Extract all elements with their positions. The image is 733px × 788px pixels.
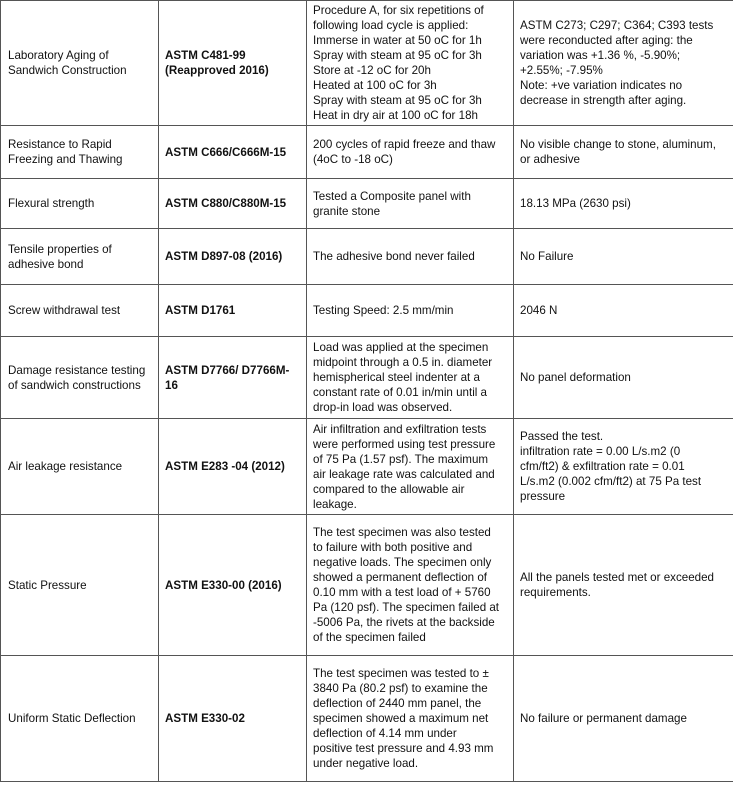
result-line: requirements. — [520, 586, 591, 599]
result-line: 18.13 MPa (2630 psi) — [520, 197, 631, 210]
table-row — [1, 179, 733, 229]
test-name-line: Laboratory Aging of — [8, 49, 109, 62]
table-row — [1, 656, 733, 782]
test-name-line: Tensile properties of — [8, 242, 112, 256]
result-line: infiltration rate = 0.00 L/s.m2 (0 — [520, 445, 681, 458]
test-name-cell — [1, 419, 159, 515]
standard-cell — [159, 1, 307, 126]
test-name-line: Sandwich Construction — [8, 64, 127, 77]
test-name-cell — [1, 179, 159, 229]
result-line: cfm/ft2) & exfiltration rate = 0.01 — [520, 460, 685, 473]
procedure-line: (4oC to -18 oC) — [313, 153, 393, 166]
test-name-cell — [1, 1, 159, 126]
result-cell — [514, 515, 733, 656]
result-line: Passed the test. — [520, 430, 604, 443]
procedure-line: -5006 Pa, the rivets at the backside — [313, 616, 495, 629]
table-row — [1, 229, 733, 285]
table-row — [1, 515, 733, 656]
result-cell — [514, 419, 733, 515]
procedure-line: Heat in dry air at 100 oC for 18h — [313, 109, 478, 122]
procedure-cell — [307, 179, 514, 229]
procedure-line: granite stone — [313, 204, 381, 218]
procedure-line: following load cycle is applied: — [313, 19, 469, 32]
result-line: All the panels tested met or exceeded — [520, 571, 714, 584]
standard-line: ASTM C880/C880M-15 — [165, 197, 287, 210]
procedure-line: air leakage rate was calculated and — [313, 467, 495, 481]
procedure-line: Air infiltration and exfiltration tests — [313, 422, 487, 436]
result-line: No Failure — [520, 250, 574, 263]
standard-line: ASTM E330-00 (2016) — [165, 578, 282, 592]
test-name-line: Freezing and Thawing — [8, 153, 123, 166]
procedure-line: Heated at 100 oC for 3h — [313, 79, 437, 92]
procedure-cell — [307, 337, 514, 419]
procedure-cell — [307, 419, 514, 515]
standard-line: ASTM C666/C666M-15 — [165, 145, 287, 159]
test-name-line: Screw withdrawal test — [8, 304, 121, 317]
result-cell — [514, 229, 733, 285]
result-line: or adhesive — [520, 153, 580, 166]
result-line: L/s.m2 (0.002 cfm/ft2) at 75 Pa test — [520, 475, 702, 488]
table-row — [1, 337, 733, 419]
result-line: +2.55%; -7.95% — [520, 64, 603, 77]
standard-line: ASTM D7766/ D7766M- — [165, 363, 290, 377]
procedure-line: The adhesive bond never failed — [313, 250, 475, 263]
test-name-line: adhesive bond — [8, 257, 84, 271]
result-cell — [514, 337, 733, 419]
test-name-line: Damage resistance testing — [8, 363, 146, 377]
test-name-cell — [1, 337, 159, 419]
result-line: variation was +1.36 %, -5.90%; — [520, 49, 681, 62]
procedure-line: constant rate of 0.01 in/min until a — [313, 386, 488, 399]
procedure-line: hemispherical steel indenter at a — [313, 371, 480, 384]
procedure-line: under negative load. — [313, 757, 419, 770]
result-line: 2046 N — [520, 304, 558, 317]
procedure-line: to failure with both positive and — [313, 541, 473, 554]
test-name-line: Static Pressure — [8, 578, 87, 592]
standard-cell — [159, 179, 307, 229]
standard-line: ASTM D897-08 (2016) — [165, 250, 283, 263]
standard-line: 16 — [165, 378, 178, 392]
standard-cell — [159, 419, 307, 515]
standard-line: (Reapproved 2016) — [165, 64, 269, 77]
test-name-cell — [1, 229, 159, 285]
procedure-line: Procedure A, for six repetitions of — [313, 4, 484, 17]
standard-line: ASTM C481-99 — [165, 49, 246, 62]
result-line: ASTM C273; C297; C364; C393 tests — [520, 19, 714, 32]
procedure-line: Tested a Composite panel with — [313, 189, 471, 203]
procedure-line: deflection of 4.14 mm under — [313, 727, 457, 740]
test-name-line: Uniform Static Deflection — [8, 712, 136, 725]
standard-cell — [159, 126, 307, 179]
procedure-line: leakage. — [313, 497, 357, 511]
procedure-line: Pa (120 psf). The specimen failed at — [313, 601, 500, 614]
test-name-line: Flexural strength — [8, 197, 95, 210]
standard-line: ASTM D1761 — [165, 304, 236, 317]
procedure-line: 3840 Pa (80.2 psf) to examine the — [313, 682, 488, 695]
test-name-line: Air leakage resistance — [8, 460, 123, 473]
procedure-cell — [307, 126, 514, 179]
procedure-cell — [307, 1, 514, 126]
procedure-line: positive test pressure and 4.93 mm — [313, 742, 494, 755]
procedure-line: of the specimen failed — [313, 631, 426, 644]
procedure-cell — [307, 229, 514, 285]
standard-cell — [159, 515, 307, 656]
test-name-cell — [1, 126, 159, 179]
procedure-line: of 75 Pa (1.57 psf). The maximum — [313, 452, 489, 466]
standard-cell — [159, 337, 307, 419]
result-line: decrease in strength after aging. — [520, 94, 687, 107]
result-cell — [514, 1, 733, 126]
table-row — [1, 1, 733, 126]
procedure-line: specimen showed a maximum net — [313, 712, 489, 725]
standard-line: ASTM E330-02 — [165, 712, 245, 725]
procedure-cell — [307, 656, 514, 782]
table-body — [1, 1, 733, 782]
result-cell — [514, 179, 733, 229]
table-row — [1, 126, 733, 179]
standard-line: ASTM E283 -04 (2012) — [165, 460, 285, 473]
procedure-line: Testing Speed: 2.5 mm/min — [313, 304, 454, 317]
procedure-line: 0.10 mm with a test load of + 5760 — [313, 586, 491, 599]
procedure-line: Load was applied at the specimen — [313, 341, 489, 354]
result-cell — [514, 126, 733, 179]
procedure-line: The test specimen was also tested — [313, 526, 491, 539]
test-name-cell — [1, 515, 159, 656]
result-line: were reconducted after aging: the — [520, 34, 693, 47]
result-line: No failure or permanent damage — [520, 712, 687, 725]
result-line: Note: +ve variation indicates no — [520, 79, 683, 92]
procedure-line: Store at -12 oC for 20h — [313, 64, 431, 77]
result-cell — [514, 656, 733, 782]
test-name-cell — [1, 656, 159, 782]
procedure-line: The test specimen was tested to ± — [313, 667, 489, 680]
procedure-line: showed a permanent deflection of — [313, 571, 488, 584]
test-name-line: Resistance to Rapid — [8, 138, 112, 151]
standard-cell — [159, 656, 307, 782]
procedure-line: deflection of 2440 mm panel, the — [313, 697, 482, 710]
table-row — [1, 285, 733, 337]
procedure-line: negative loads. The specimen only — [313, 556, 492, 569]
test-name-cell — [1, 285, 159, 337]
procedure-line: compared to the allowable air — [313, 482, 465, 496]
procedure-line: drop-in load was observed. — [313, 401, 453, 414]
procedure-line: Immerse in water at 50 oC for 1h — [313, 34, 482, 47]
result-cell — [514, 285, 733, 337]
standard-cell — [159, 229, 307, 285]
procedure-line: midpoint through a 0.5 in. diameter — [313, 356, 493, 369]
procedure-line: were performed using test pressure — [313, 437, 496, 451]
table-row — [1, 419, 733, 515]
result-line: No visible change to stone, aluminum, — [520, 138, 716, 151]
procedure-cell — [307, 515, 514, 656]
test-name-line: of sandwich constructions — [8, 378, 141, 392]
result-line: No panel deformation — [520, 371, 631, 384]
procedure-cell — [307, 285, 514, 337]
procedure-line: 200 cycles of rapid freeze and thaw — [313, 138, 496, 151]
standard-cell — [159, 285, 307, 337]
procedure-line: Spray with steam at 95 oC for 3h — [313, 94, 482, 107]
procedure-line: Spray with steam at 95 oC for 3h — [313, 49, 482, 62]
result-line: pressure — [520, 490, 566, 503]
